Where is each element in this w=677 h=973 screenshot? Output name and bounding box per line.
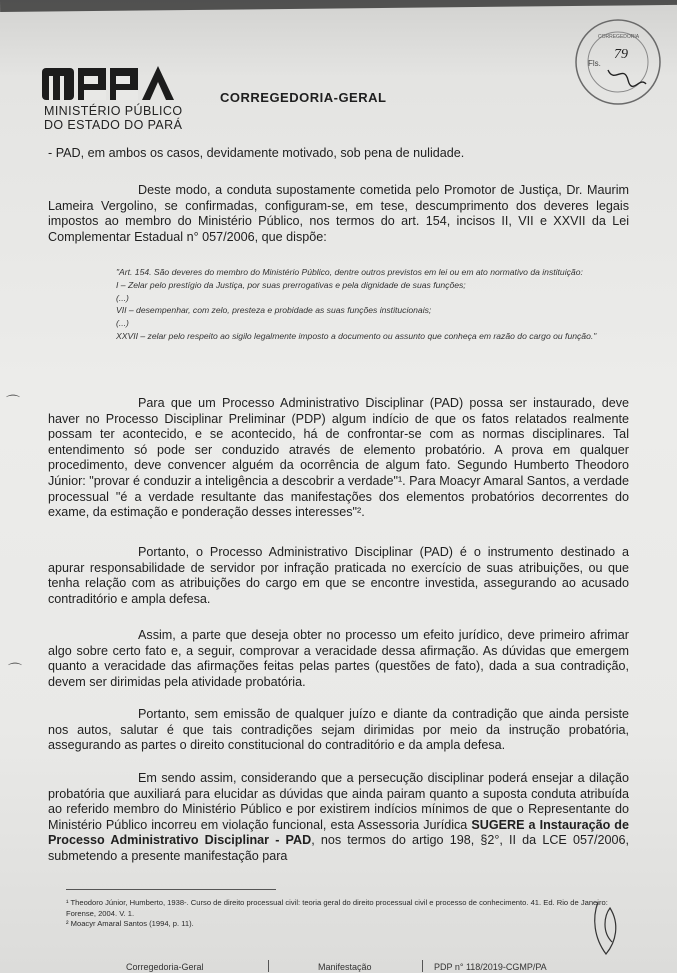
recommendation-text-a: Em sendo assim, considerando que a persecução disciplinar poderá ensejar a dilação probatória que auxiliará para elucidar as dúvidas que ainda pairam quanto a suposta conduta atribuída ao referido membro do Ministério Público e por existirem indícios mínimos de que o Representante do Ministério Público incorreu em violação funcional, esta Assessoria Jurídica: [48, 771, 629, 832]
footer-left: Corregedoria-Geral: [126, 962, 204, 972]
citation-line: (...): [116, 318, 129, 329]
footer-middle: Manifestação: [318, 962, 372, 972]
paragraph-intro: - PAD, em ambos os casos, devidamente motivado, sob pena de nulidade.: [48, 146, 465, 160]
mppa-logo: [40, 62, 190, 132]
citation-line: XXVII – zelar pelo respeito ao sigilo legalmente imposto a documento ou assunto que conheça em razão do cargo ou função.": [116, 330, 597, 341]
margin-mark: ⌒: [6, 394, 20, 410]
paragraph-pad-instauration: Para que um Processo Administrativo Disciplinar (PAD) possa ser instaurado, deve haver no Processo Disciplinar Preliminar (PDP) algum indício de que os fatos relatados realmente possam ter acontecido, e se acontecido, há de confrontar-se com as normas disciplinares. Tal entendimento só pode ser conduzido através de elemento probatório. A prova em qualquer procedimento, deve convencer alguém da ocorrência de algum fato. Segundo Humberto Theodoro Júnior: "provar é conduzir a inteligência a descobrir a verdade"¹. Para Moacyr Amaral Santos, a verdade processual "é a verdade resultante das manifestações dos elementos probatórios decorrentes do exame, da estimação e ponderação desses interesses"².: [48, 396, 629, 520]
page-number-stamp: [570, 14, 666, 110]
margin-mark: ⌒: [8, 662, 22, 678]
paragraph-recommendation: [48, 771, 629, 865]
footer-separator: [422, 960, 423, 972]
margin-signature: [590, 898, 624, 958]
stamp-signature: [608, 70, 646, 86]
citation-line: I – Zelar pelo prestígio da Justiça, por suas prerrogativas e pela dignidade de suas funções;: [116, 279, 466, 290]
recommendation-text-b: , nos termos do artigo 198, §2°, II da LCE 057/2006, submetendo a presente manifestação para: [48, 833, 629, 863]
org-name-line2: DO ESTADO DO PARÁ: [44, 118, 183, 132]
footnote-1: ¹ Theodoro Júnior, Humberto, 1938-. Curso de direito processual civil: teoria geral do direito processual civil e processo de conhecimento. 41. Ed. Rio de Janeiro: Forense, 2004. V. 1.: [66, 898, 608, 918]
page-footer: [0, 958, 677, 973]
citation-line: "Art. 154. São deveres do membro do Ministério Público, dentre outros previstos em lei ou em ato normativo da instituição:: [116, 267, 583, 277]
stamp-number: 79: [614, 47, 628, 62]
paragraph-pad-definition: Portanto, o Processo Administrativo Disciplinar (PAD) é o instrumento destinado a apurar responsabilidade de servidor por infração praticada no exercício de suas atribuições, ou que tenha relação com as atribuições do cargo em que se encontre investida, assegurando ao acusado contraditório e ampla defesa.: [48, 545, 629, 606]
legal-citation: [116, 266, 613, 343]
mppa-logo-mark: [40, 62, 180, 102]
citation-line: (...): [116, 292, 129, 303]
stamp-ring-text: CORREGEDORIA: [598, 34, 640, 40]
stamp-label: Fls.: [588, 59, 601, 68]
recommendation-bold: SUGERE a Instauração de Processo Administrativo Disciplinar - PAD: [48, 817, 630, 848]
paragraph-burden-of-proof: Assim, a parte que deseja obter no processo um efeito jurídico, deve primeiro afrimar algo sobre certo fato e, a seguir, comprovar a veracidade dessa afirmação. As dúvidas que emergem quanto a veracidade das afirmações feitas pelas partes (questões de fato), dada a sua contradição, devem ser dirimidas pela atividade probatória.: [48, 628, 629, 689]
footnotes: [66, 898, 615, 930]
department-title: CORREGEDORIA-GERAL: [220, 90, 387, 105]
footnote-2: ² Moacyr Amaral Santos (1994, p. 11).: [66, 919, 194, 929]
paragraph-contradiction: Portanto, sem emissão de qualquer juízo e diante da contradição que ainda persiste nos autos, salutar é que tais contradições sejam dirimidas por meio da instrução probatória, assegurando as partes o direito constitucional do contraditório e da ampla defesa.: [48, 707, 629, 753]
footnote-divider: [66, 889, 276, 890]
footer-right: PDP n° 118/2019-CGMP/PA: [434, 962, 547, 972]
org-name-line1: MINISTÉRIO PÚBLICO: [44, 104, 183, 118]
citation-line: VII – desempenhar, com zelo, presteza e probidade as suas funções institucionais;: [116, 305, 432, 316]
footer-separator: [268, 960, 269, 972]
paragraph-conduct: Deste modo, a conduta supostamente cometida pelo Promotor de Justiça, Dr. Maurim Lameira Vergolino, se confirmadas, configuram-se, em tese, descumprimento dos deveres legais impostos ao membro do Ministério Público, nos termos do art. 154, incisos II, VII e XXVII da Lei Complementar Estadual n° 057/2006, que dispõe:: [48, 183, 629, 244]
